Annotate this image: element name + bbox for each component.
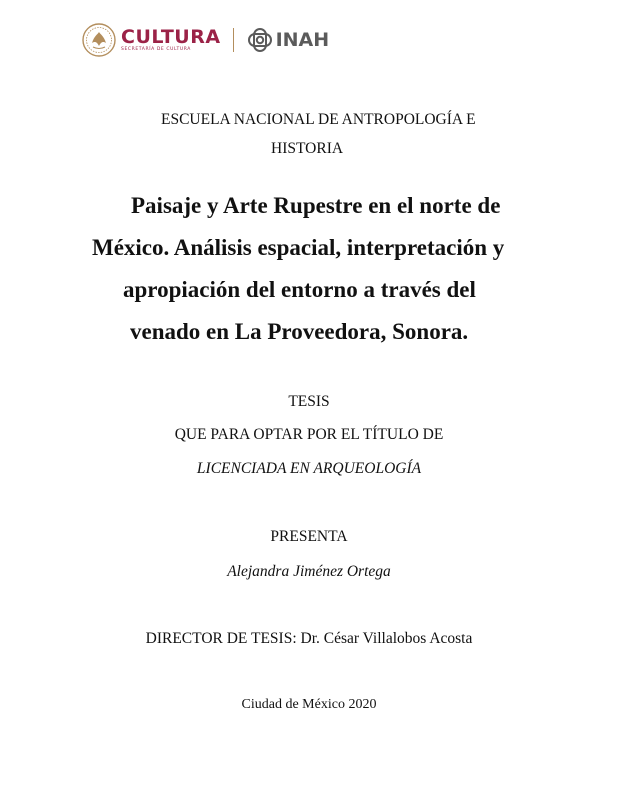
header-logos [82, 20, 329, 60]
thesis-director: DIRECTOR DE TESIS: Dr. César Villalobos Acosta [145, 630, 473, 647]
eagle-seal-icon [82, 23, 116, 57]
institution-line-2: HISTORIA [271, 140, 344, 157]
presenter-name: Alejandra Jiménez Ortega [227, 563, 391, 580]
thesis-title-line-3: apropiación del entorno a través del [123, 277, 476, 302]
thesis-purpose: QUE PARA OPTAR POR EL TÍTULO DE [174, 426, 444, 443]
thesis-title-line-2: México. Análisis espacial, interpretación y [92, 235, 505, 260]
place-date: Ciudad de México 2020 [241, 697, 377, 712]
presenter-label: PRESENTA [270, 528, 348, 545]
inah-logo-word: INAH [275, 29, 330, 51]
cultura-logo-word: CULTURA [121, 26, 221, 48]
cultura-logo [121, 27, 221, 53]
logo-divider [233, 28, 234, 52]
institution-line-1: ESCUELA NACIONAL DE ANTROPOLOGÍA E [161, 111, 476, 128]
thesis-title-line-4: venado en La Proveedora, Sonora. [130, 319, 469, 344]
degree-title: LICENCIADA EN ARQUEOLOGÍA [196, 460, 422, 477]
thesis-label: TESIS [288, 393, 330, 410]
cultura-logo-subtitle: SECRETARÍA DE CULTURA [121, 47, 191, 52]
thesis-title-line-1: Paisaje y Arte Rupestre en el norte de [131, 193, 501, 218]
inah-knot-icon [246, 26, 274, 54]
